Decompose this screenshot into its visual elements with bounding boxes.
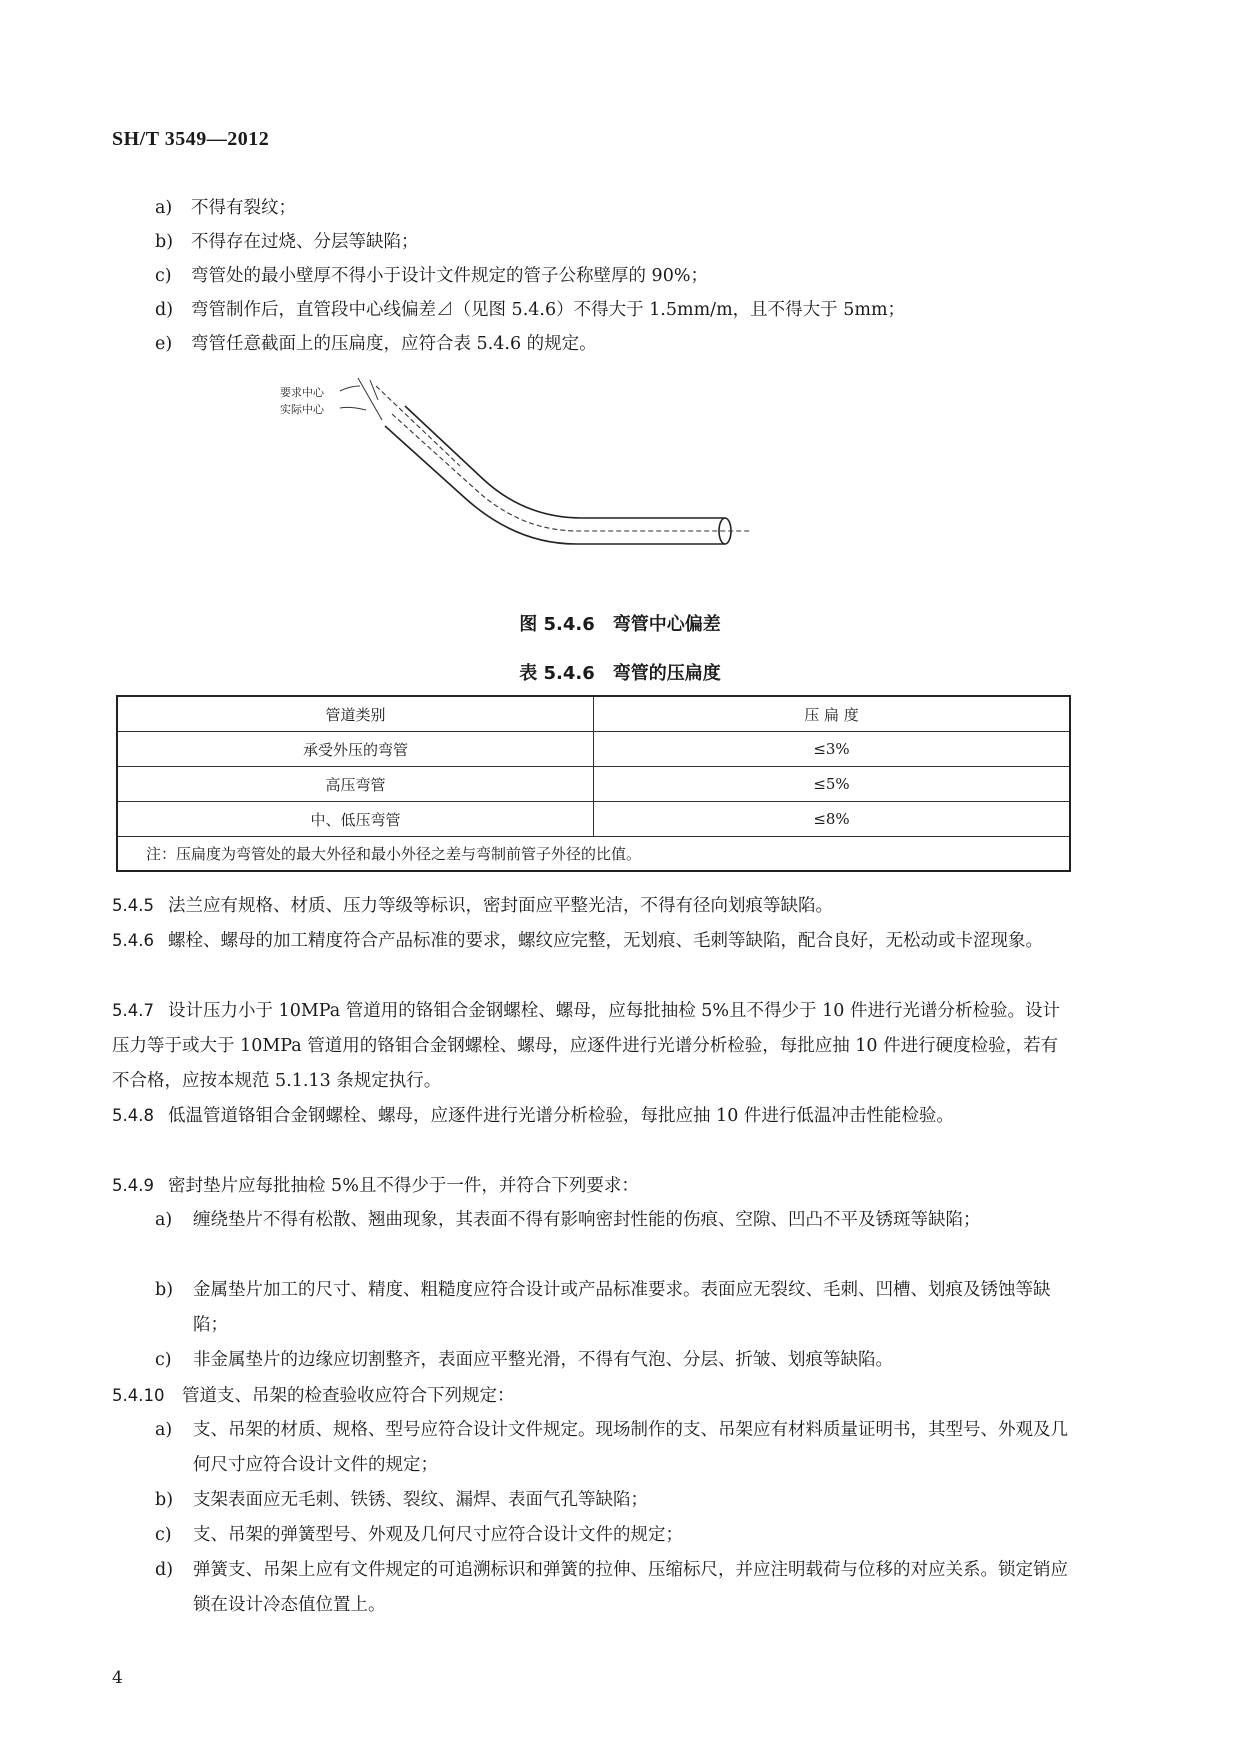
table-row: 承受外压的弯管 ≤3% — [117, 732, 1070, 767]
list-item: b) 不得存在过烧、分层等缺陷； — [155, 232, 419, 252]
table-note-row — [117, 837, 1070, 872]
list-item: b) 支架表面应无毛刺、铁锈、裂纹、漏焊、表面气孔等缺陷； — [155, 1490, 648, 1510]
column-header: 管道类别 — [117, 696, 594, 732]
list-item: c) 弯管处的最小壁厚不得小于设计文件规定的管子公称壁厚的 90%； — [155, 266, 708, 286]
bent-pipe-diagram — [280, 376, 760, 591]
list-item: a) 不得有裂纹； — [155, 198, 296, 218]
list-item: c) 支、吊架的弹簧型号、外观及几何尺寸应符合设计文件的规定； — [155, 1525, 683, 1545]
list-item: c) 非金属垫片的边缘应切割整齐，表面应平整光滑，不得有气泡、分层、折皱、划痕等缺陷。 — [155, 1350, 893, 1370]
clause-5-4-8: 5.4.8 低温管道铬钼合金钢螺栓、螺母，应逐件进行光谱分析检验，每批应抽 10 件进行低温冲击性能检验。 — [112, 1106, 954, 1126]
table-caption: 表 5.4.6 弯管的压扁度 — [519, 663, 721, 684]
list-item: b) 金属垫片加工的尺寸、精度、粗糙度应符合设计或产品标准要求。表面应无裂纹、毛刺、凹槽、划痕及锈蚀等缺陷； — [155, 1280, 1051, 1335]
clause-5-4-5: 5.4.5 法兰应有规格、材质、压力等级等标识，密封面应平整光洁，不得有径向划痕等缺陷。 — [112, 896, 833, 916]
clause-5-4-9: 5.4.9 密封垫片应每批抽检 5%且不得少于一件，并符合下列要求： — [112, 1176, 639, 1196]
standard-code-header: SH/T 3549—2012 — [112, 128, 270, 150]
clause-5-4-6: 5.4.6 螺栓、螺母的加工精度符合产品标准的要求，螺纹应完整，无划痕、毛刺等缺陷，配合良好，无松动或卡涩现象。 — [112, 931, 1043, 951]
table-header-row — [117, 696, 1070, 732]
table-row: 高压弯管 ≤5% — [117, 767, 1070, 802]
column-header: 压 扁 度 — [594, 696, 1071, 732]
figure-caption: 图 5.4.6 弯管中心偏差 — [519, 614, 721, 635]
list-item: a) 缠绕垫片不得有松散、翘曲现象，其表面不得有影响密封性能的伤痕、空隙、凹凸不平及锈斑等缺陷； — [155, 1210, 981, 1230]
flattening-table — [116, 695, 1071, 872]
list-item: e) 弯管任意截面上的压扁度，应符合表 5.4.6 的规定。 — [155, 334, 597, 354]
clause-5-4-7: 5.4.7 设计压力小于 10MPa 管道用的铬钼合金钢螺栓、螺母，应每批抽检 5%且不得少于 10 件进行光谱分析检验。设计压力等于或大于 10MPa 管道用的铬钼合金钢螺栓、螺母，应逐件进行光谱分析检验，每批应抽 10 件进行硬度检验，若有不合格，应按本规范 5.1.13 条规定执行。 — [112, 1001, 1060, 1091]
list-item: a) 支、吊架的材质、规格、型号应符合设计文件规定。现场制作的支、吊架应有材料质量证明书，其型号、外观及几何尺寸应符合设计文件的规定； — [155, 1420, 1068, 1475]
table-row: 中、低压弯管 ≤8% — [117, 802, 1070, 837]
actual-center-label: 实际中心 — [280, 403, 324, 416]
clause-5-4-10: 5.4.10 管道支、吊架的检查验收应符合下列规定： — [112, 1386, 515, 1406]
required-center-label: 要求中心 — [280, 386, 324, 399]
page-number: 4 — [112, 1668, 123, 1688]
table-note: 注：压扁度为弯管处的最大外径和最小外径之差与弯制前管子外径的比值。 — [117, 837, 1070, 872]
list-item: d) 弯管制作后，直管段中心线偏差⊿（见图 5.4.6）不得大于 1.5mm/m，且不得大于 5mm； — [155, 300, 906, 320]
list-item: d) 弹簧支、吊架上应有文件规定的可追溯标识和弹簧的拉伸、压缩标尺，并应注明载荷与位移的对应关系。锁定销应锁在设计冷态值位置上。 — [155, 1560, 1068, 1615]
